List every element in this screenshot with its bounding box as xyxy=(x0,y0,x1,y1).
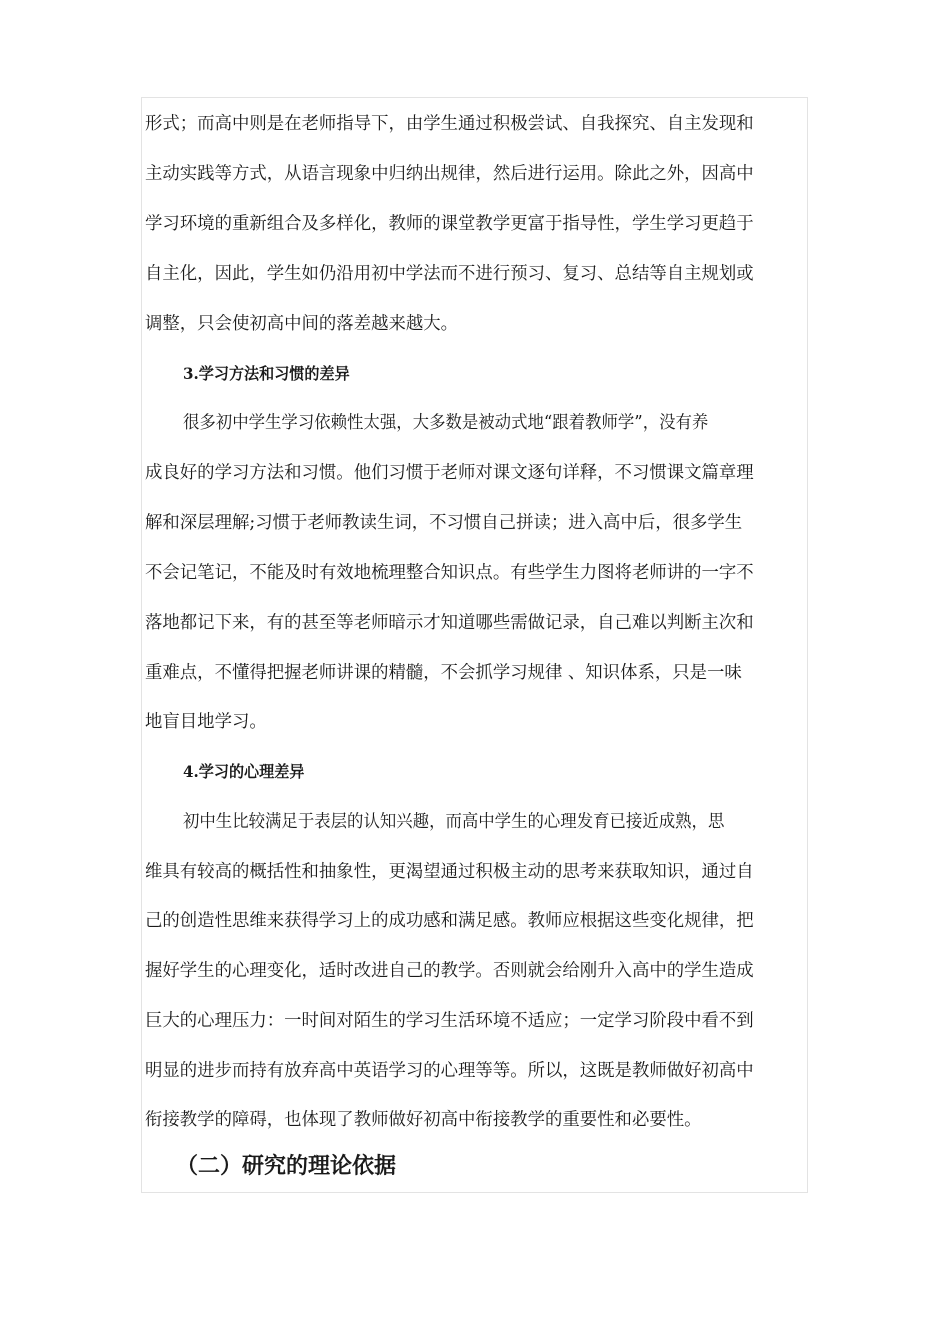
paragraph-line: 调整，只会使初高中间的落差越来越大。 xyxy=(145,314,459,334)
paragraph-line: 明显的进步而持有放弃高中英语学习的心理等等。所以，这既是教师做好初高中 xyxy=(145,1061,754,1081)
paragraph-line: 落地都记下来，有的甚至等老师暗示才知道哪些需做记录，自己难以判断主次和 xyxy=(145,613,754,633)
paragraph-line: 地盲目地学习。 xyxy=(145,712,267,732)
subheading-learning-methods: 3.学习方法和习惯的差异 xyxy=(183,364,350,383)
paragraph-line: 初中生比较满足于表层的认知兴趣，而高中学生的心理发育已接近成熟，思 xyxy=(183,812,725,832)
paragraph-line: 己的创造性思维来获得学习上的成功感和满足感。教师应根据这些变化规律，把 xyxy=(145,911,754,931)
paragraph-line: 握好学生的心理变化，适时改进自己的教学。否则就会给刚升入高中的学生造成 xyxy=(145,961,754,981)
paragraph-line: 维具有较高的概括性和抽象性，更渴望通过积极主动的思考来获取知识，通过自 xyxy=(145,862,754,882)
paragraph-line: 解和深层理解;习惯于老师教读生词，不习惯自己拼读；进入高中后，很多学生 xyxy=(145,513,743,533)
subheading-psychology: 4.学习的心理差异 xyxy=(183,762,305,781)
paragraph-line: 衔接教学的障碍，也体现了教师做好初高中衔接教学的重要性和必要性。 xyxy=(145,1110,702,1130)
paragraph-line: 形式；而高中则是在老师指导下，由学生通过积极尝试、自我探究、自主发现和 xyxy=(145,114,754,134)
paragraph-line: 主动实践等方式，从语言现象中归纳出规律，然后进行运用。除此之外，因高中 xyxy=(145,164,754,184)
paragraph-line: 成良好的学习方法和习惯。他们习惯于老师对课文逐句详释，不习惯课文篇章理 xyxy=(145,463,754,483)
section-title: （二）研究的理论依据 xyxy=(176,1154,397,1179)
paragraph-line: 自主化，因此，学生如仍沿用初中学法而不进行预习、复习、总结等自主规划或 xyxy=(145,264,754,284)
paragraph-line: 学习环境的重新组合及多样化，教师的课堂教学更富于指导性，学生学习更趋于 xyxy=(145,214,754,234)
paragraph-line: 重难点，不懂得把握老师讲课的精髓，不会抓学习规律 、知识体系，只是一味 xyxy=(145,663,742,683)
paragraph-line: 很多初中学生学习依赖性太强，大多数是被动式地“跟着教师学”，没有养 xyxy=(183,413,709,433)
paragraph-line: 不会记笔记，不能及时有效地梳理整合知识点。有些学生力图将老师讲的一字不 xyxy=(145,563,754,583)
paragraph-line: 巨大的心理压力：一时间对陌生的学习生活环境不适应；一定学习阶段中看不到 xyxy=(145,1011,754,1031)
